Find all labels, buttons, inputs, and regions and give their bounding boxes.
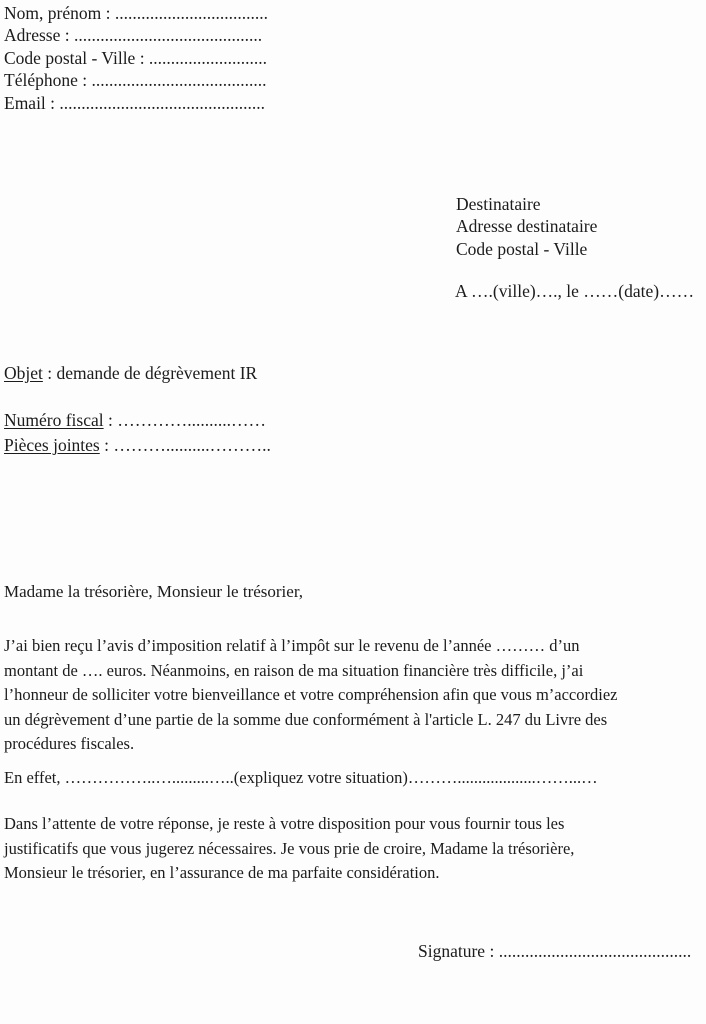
- signature-dots: ............................................: [498, 941, 692, 961]
- fiscal-number-label: Numéro fiscal: [4, 410, 104, 430]
- sender-address-block: [4, 2, 268, 114]
- sender-email-line: Email : ...............................................: [4, 92, 266, 113]
- body-line: Dans l’attente de votre réponse, je reste à votre disposition pour vous fournir tous les: [4, 814, 565, 833]
- subject-label: Objet: [4, 363, 43, 383]
- salutation-line: Madame la trésorière, Monsieur le trésorier,: [4, 582, 304, 601]
- fiscal-number-line: [4, 408, 271, 433]
- fiscal-number-dots: …………..........……: [117, 410, 266, 430]
- sender-address-line: Adresse : ...........................................: [4, 25, 263, 46]
- sender-city-line: Code postal - Ville : ...........................: [4, 47, 268, 68]
- body-line: justificatifs que vous jugerez nécessaires. Je vous prie de croire, Madame la trésorière,: [4, 838, 575, 858]
- attachments-line: [4, 433, 271, 458]
- body-paragraph-3: [4, 812, 574, 886]
- recipient-address-line: Adresse destinataire: [456, 216, 598, 237]
- recipient-city-line: Code postal - Ville: [456, 238, 588, 259]
- fiscal-number-separator: :: [103, 410, 118, 430]
- signature-label: Signature: [418, 941, 486, 961]
- body-line: procédures fiscales.: [4, 734, 135, 754]
- recipient-name-line: Destinataire: [456, 194, 541, 214]
- body-line: l’honneur de solliciter votre bienveillance et votre compréhension afin que vous m’accordiez: [4, 685, 618, 705]
- attachments-label: Pièces jointes: [4, 435, 100, 455]
- sender-name-line: Nom, prénom : ...................................: [4, 3, 268, 23]
- sender-phone-line: Téléphone : ........................................: [4, 70, 267, 91]
- signature-line: [418, 941, 691, 962]
- attachments-dots: ………..........………..: [113, 435, 271, 455]
- signature-separator: :: [485, 941, 499, 961]
- body-line: J’ai bien reçu l’avis d’imposition relatif à l’impôt sur le revenu de l’année ……… d’un: [4, 636, 580, 655]
- body-paragraph-1: [4, 634, 617, 757]
- body-paragraph-2: En effet, ……………..….........…..(expliquez votre situation)………...................……...…: [4, 768, 598, 787]
- subject-value: demande de dégrèvement IR: [56, 363, 258, 383]
- references-block: [4, 408, 271, 458]
- date-place-line: A ….(ville)…., le ……(date)……: [455, 281, 695, 301]
- attachments-separator: :: [99, 435, 114, 455]
- subject-separator: :: [42, 363, 57, 383]
- subject-line: [4, 363, 257, 384]
- body-line: Monsieur le trésorier, en l’assurance de ma parfaite considération.: [4, 863, 440, 883]
- recipient-address-block: [456, 193, 597, 260]
- body-line: montant de …. euros. Néanmoins, en raison de ma situation financière très difficile, j’ai: [4, 660, 584, 680]
- body-line: un dégrèvement d’une partie de la somme due conformément à l'article L. 247 du Livre des: [4, 709, 608, 729]
